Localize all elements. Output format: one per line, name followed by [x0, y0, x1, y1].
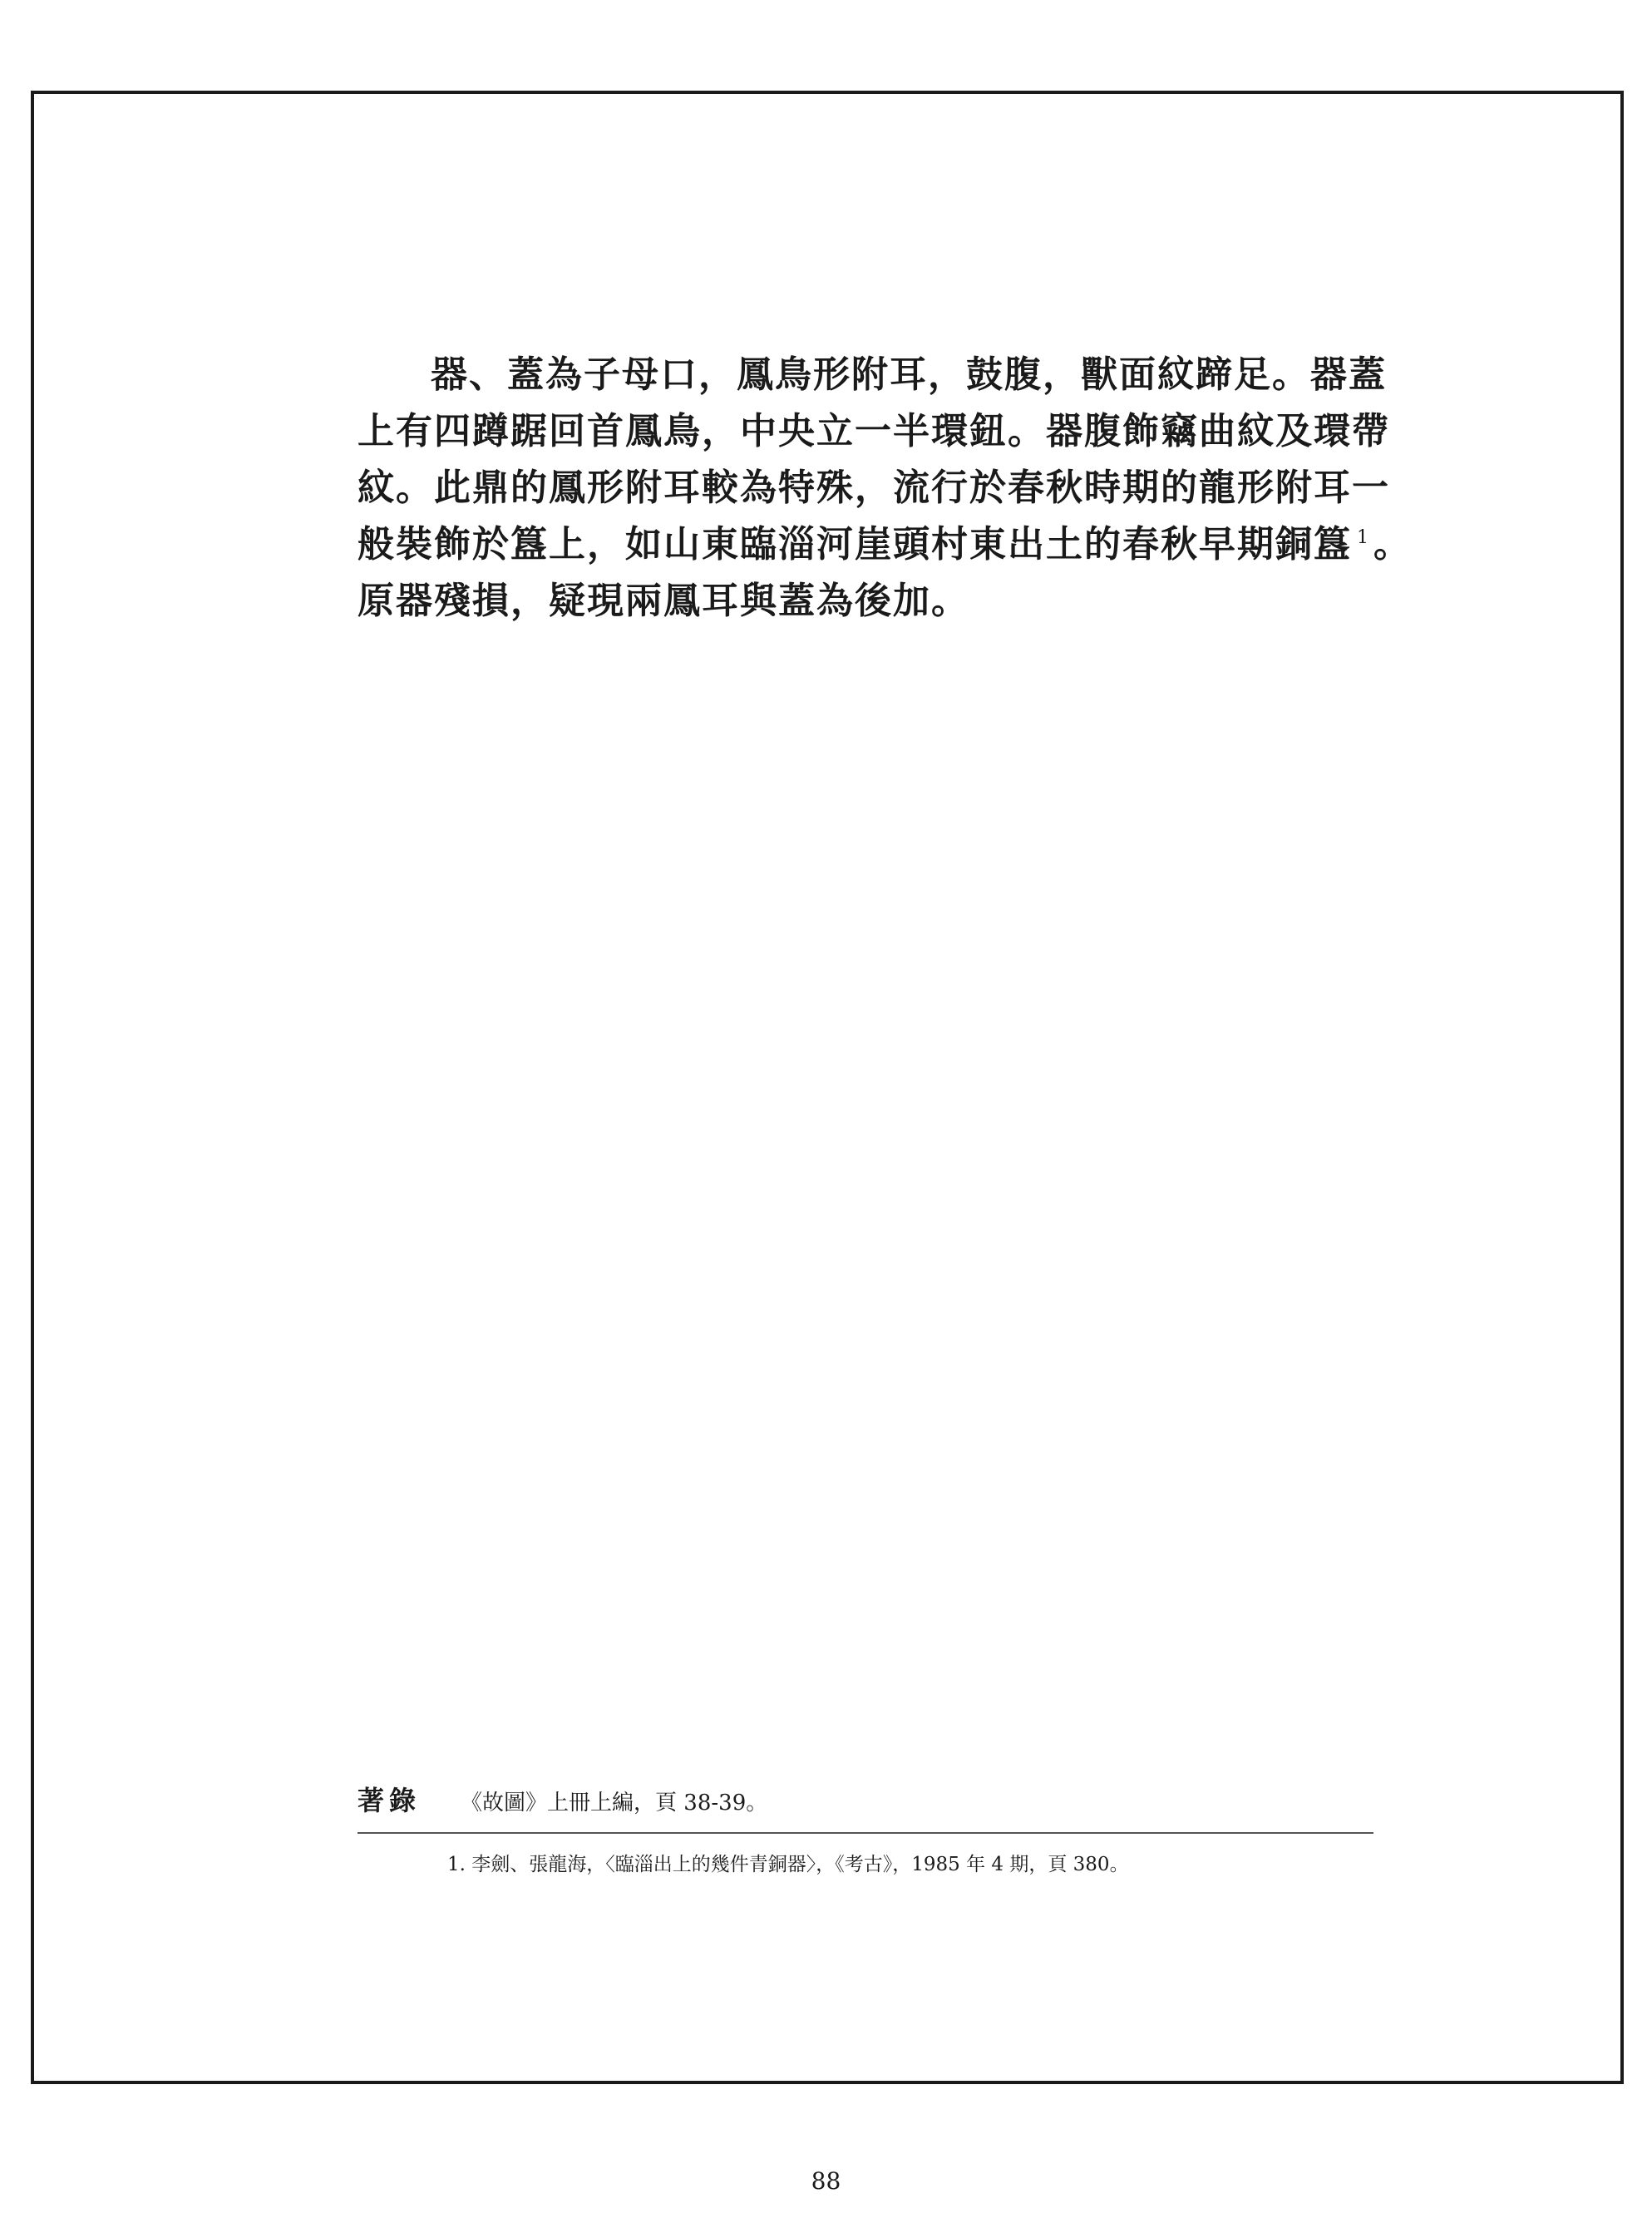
footnote: 1. 李劍、張龍海，〈臨淄出上的幾件青銅器〉，《考古》，1985 年 4 期，頁 380。 — [447, 1854, 1129, 1875]
body-line — [358, 516, 1412, 573]
body-paragraph — [358, 347, 1412, 630]
footnote-marker[interactable]: 1 — [1357, 527, 1370, 549]
catalog-record — [358, 1784, 767, 1820]
footnote-divider — [358, 1832, 1373, 1834]
body-line-end: 。 — [1373, 523, 1412, 566]
body-line: 紋。此鼎的鳳形附耳較為特殊，流行於春秋時期的龍形附耳一 — [358, 467, 1390, 509]
body-line: 上有四蹲踞回首鳳鳥，中央立一半環鈕。器腹飾竊曲紋及環帶 — [358, 410, 1390, 452]
page-number: 88 — [811, 2167, 841, 2195]
body-line: 原器殘損，疑現兩鳳耳與蓋為後加。 — [358, 580, 969, 622]
catalog-entry: 《故圖》上冊上編，頁 38-39。 — [461, 1791, 768, 1815]
catalog-label: 著錄 — [358, 1785, 422, 1816]
body-line: 器、蓋為子母口，鳳鳥形附耳，鼓腹，獸面紋蹄足。器蓋 — [431, 353, 1387, 396]
body-line-text: 般裝飾於簋上，如山東臨淄河崖頭村東出土的春秋早期銅簋 — [358, 523, 1352, 566]
